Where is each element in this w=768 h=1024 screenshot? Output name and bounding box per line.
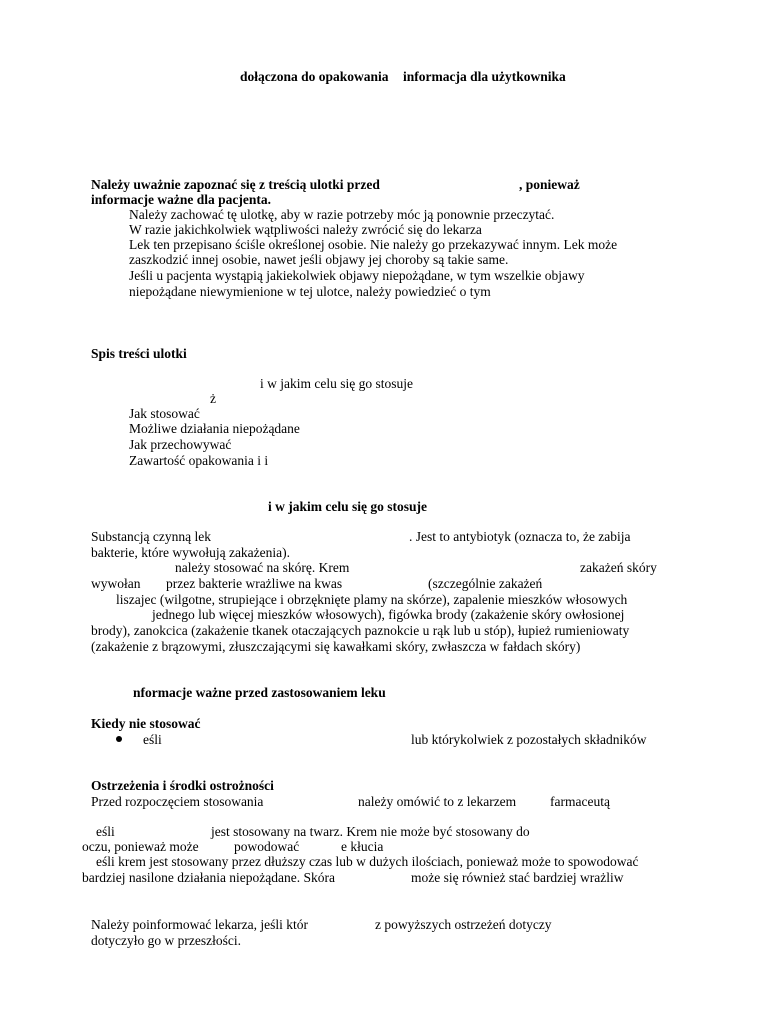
- section1-line4-b: przez bakterie wrażliwe na kwas: [166, 576, 343, 591]
- section1-line6: jednego lub więcej mieszków włosowych), figówka brody (zakażenie skóry owłosionej: [152, 607, 625, 622]
- toc-item-6: Zawartość opakowania i i: [129, 453, 269, 468]
- warnings-line3-c: e kłucia: [341, 839, 384, 854]
- inform-line2: dotyczyło go w przeszłości.: [91, 933, 241, 948]
- inform-line1-a: Należy poinformować lekarza, jeśli któr: [91, 917, 309, 932]
- section1-line3-a: należy stosować na skórę. Krem: [175, 560, 350, 575]
- toc-item-1: i w jakim celu się go stosuje: [260, 376, 413, 391]
- section1-line2: bakterie, które wywołują zakażenia).: [91, 545, 291, 560]
- when-not-bullet-a: eśli: [143, 732, 162, 747]
- warnings-line5-a: bardziej nasilone działania niepożądane. Skóra: [82, 870, 336, 885]
- section2-heading: nformacje ważne przed zastosowaniem leku: [133, 685, 386, 700]
- section1-line3-b: zakażeń skóry: [580, 560, 657, 575]
- intro-item-side-effects-cont: niepożądane niewymienione w tej ulotce, należy powiedzieć o tym: [129, 284, 491, 299]
- warnings-line3-b: powodować: [234, 839, 300, 854]
- warnings-line2-b: jest stosowany na twarz. Krem nie może być stosowany do: [211, 824, 530, 839]
- warnings-line1-b: należy omówić to z lekarzem: [358, 794, 517, 809]
- warnings-line1-c: farmaceutą: [550, 794, 610, 809]
- warnings-line2-a: eśli: [96, 824, 115, 839]
- section1-line8: (zakażenie z brązowymi, złuszczającymi się kawałkami skóry, zwłaszcza w fałdach skóry): [91, 639, 581, 654]
- section1-line1-b: . Jest to antybiotyk (oznacza to, że zabija: [409, 529, 631, 544]
- header-part1: dołączona do opakowania: [240, 69, 389, 84]
- section1-line4-c: (szczególnie zakażeń: [428, 576, 543, 591]
- intro-item-prescribed-cont: zaszkodzić innej osobie, nawet jeśli objawy jej choroby są takie same.: [129, 252, 509, 267]
- inform-line1-b: z powyższych ostrzeżeń dotyczy: [375, 917, 552, 932]
- bullet-dot-icon: [116, 736, 122, 742]
- toc-title: Spis treści ulotki: [91, 346, 187, 361]
- intro-item-doubts: W razie jakichkolwiek wątpliwości należy zwrócić się do lekarza: [129, 222, 482, 237]
- warnings-line1-a: Przed rozpoczęciem stosowania: [91, 794, 264, 809]
- toc-item-3: Jak stosować: [129, 406, 200, 421]
- intro-bold-line1-a: Należy uważnie zapoznać się z treścią ulotki przed: [91, 177, 380, 192]
- section1-line1-a: Substancją czynną lek: [91, 529, 211, 544]
- intro-item-prescribed: Lek ten przepisano ściśle określonej osobie. Nie należy go przekazywać innym. Lek może: [129, 237, 618, 252]
- warnings-line5-b: może się również stać bardziej wrażliw: [411, 870, 624, 885]
- toc-item-5: Jak przechowywać: [129, 437, 232, 452]
- warnings-line3-a: oczu, ponieważ może: [82, 839, 199, 854]
- intro-item-keep: Należy zachować tę ulotkę, aby w razie potrzeby móc ją ponownie przeczytać.: [129, 207, 555, 222]
- when-not-bullet-b: lub którykolwiek z pozostałych składników: [411, 732, 647, 747]
- header-part2: informacja dla użytkownika: [403, 69, 566, 84]
- toc-item-2: ż: [210, 391, 216, 406]
- warnings-line4: eśli krem jest stosowany przez dłuższy czas lub w dużych ilościach, ponieważ może to spowodować: [96, 854, 639, 869]
- intro-bold-line1-b: , ponieważ: [519, 177, 580, 192]
- section1-line5: liszajec (wilgotne, strupiejące i obrzęknięte plamy na skórze), zapalenie mieszków włosowych: [116, 592, 628, 607]
- when-not-title: Kiedy nie stosować: [91, 716, 201, 731]
- section1-heading: i w jakim celu się go stosuje: [268, 499, 427, 514]
- warnings-title: Ostrzeżenia i środki ostrożności: [91, 778, 274, 793]
- section1-line7: brody), zanokcica (zakażenie tkanek otaczających paznokcie u rąk lub u stóp), łupież rumieniowaty: [91, 623, 630, 638]
- section1-line4-a: wywołan: [91, 576, 141, 591]
- toc-item-4: Możliwe działania niepożądane: [129, 421, 300, 436]
- intro-item-side-effects: Jeśli u pacjenta wystąpią jakiekolwiek objawy niepożądane, w tym wszelkie objawy: [129, 268, 585, 283]
- intro-bold-line2: informacje ważne dla pacjenta.: [91, 192, 271, 207]
